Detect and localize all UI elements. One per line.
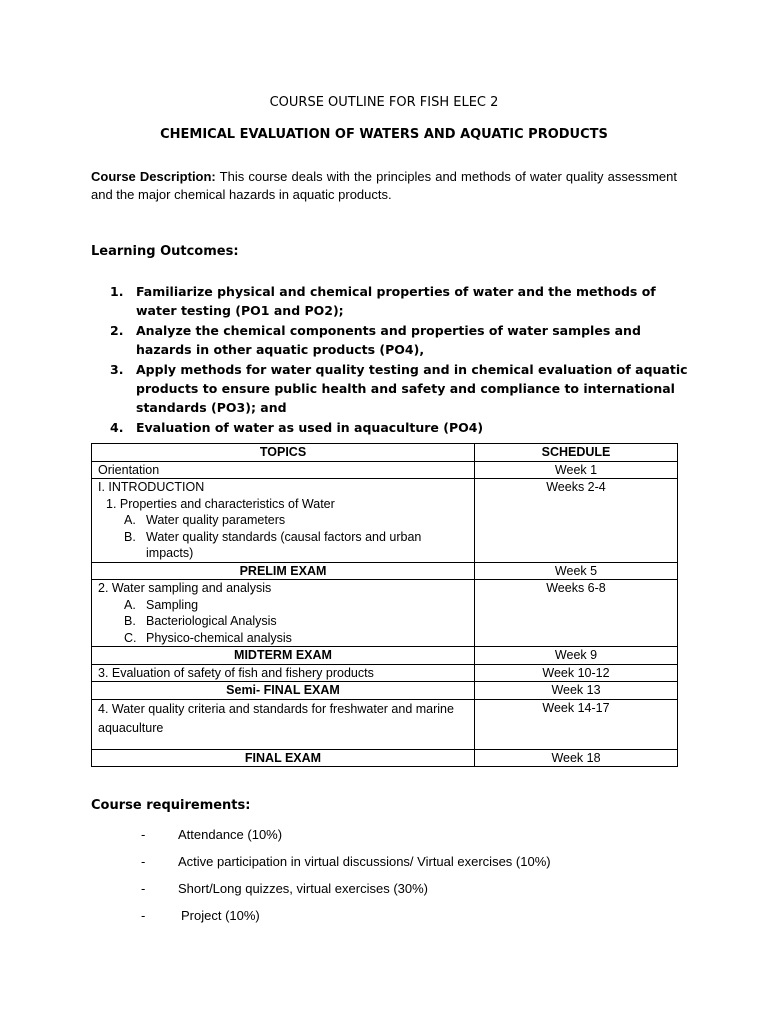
requirement-item (0, 881, 768, 899)
schedule-cell: Week 13 (475, 682, 678, 700)
exam-cell: MIDTERM EXAM (92, 647, 475, 665)
topic-title: I. INTRODUCTION (98, 480, 205, 494)
requirement-dash: - (141, 854, 146, 869)
table-row (92, 580, 678, 647)
topic-subtitle: 1. Properties and characteristics of Water (106, 496, 335, 511)
outcome-text: Familiarize physical and chemical properties of water and the methods of water testing (PO1 and PO2); (136, 284, 656, 318)
exam-cell: FINAL EXAM (92, 749, 475, 767)
table-header-row (92, 444, 678, 462)
requirement-item (0, 854, 768, 872)
table-row (92, 461, 678, 479)
outcome-number: 4. (110, 420, 124, 435)
outcome-number: 3. (110, 362, 124, 377)
topic-cell (92, 479, 475, 563)
schedule-cell: Week 18 (475, 749, 678, 767)
schedule-cell: Weeks 6-8 (475, 580, 678, 647)
outcome-number: 1. (110, 284, 124, 299)
learning-outcomes-list (110, 282, 690, 438)
schedule-cell: Week 9 (475, 647, 678, 665)
course-description-text: This course deals with the principles and methods of water quality assessment and the major chemical hazards in aquatic products. (91, 169, 677, 202)
course-title-heading: CHEMICAL EVALUATION OF WATERS AND AQUATIC PRODUCTS (160, 127, 608, 142)
subitem-text: Water quality parameters (146, 513, 286, 527)
topic-subitem (98, 512, 468, 529)
topic-cell: 4. Water quality criteria and standards for freshwater and marine aquaculture (92, 699, 475, 749)
topic-cell: 3. Evaluation of safety of fish and fishery products (92, 664, 475, 682)
requirement-text: Short/Long quizzes, virtual exercises (30%) (178, 881, 429, 896)
schedule-cell: Week 1 (475, 461, 678, 479)
table-row (92, 479, 678, 563)
outcome-text: Apply methods for water quality testing and in chemical evaluation of aquatic products to ensure public health and safety and compliance to international standards (PO3); and (136, 362, 688, 415)
table-row (92, 699, 678, 749)
course-description-label: Course Description: (91, 169, 216, 184)
topic-title: 2. Water sampling and analysis (98, 581, 272, 595)
topic-subitem (98, 630, 468, 647)
table-row (92, 647, 678, 665)
subitem-letter: B. (124, 614, 136, 628)
topics-header: TOPICS (92, 444, 475, 462)
topic-subitem (98, 597, 468, 614)
schedule-cell: Week 10-12 (475, 664, 678, 682)
schedule-cell: Week 14-17 (475, 699, 678, 749)
learning-outcome-item (110, 321, 690, 359)
table-row (92, 562, 678, 580)
outcome-text: Evaluation of water as used in aquaculture (PO4) (136, 420, 484, 435)
requirement-item (0, 827, 768, 845)
requirement-item (0, 908, 768, 926)
topic-subitem (98, 529, 468, 562)
requirement-text: Attendance (10%) (178, 827, 283, 842)
topic-cell: Orientation (92, 461, 475, 479)
outcome-text: Analyze the chemical components and properties of water samples and hazards in other aquatic products (PO4), (136, 323, 641, 357)
requirement-text: Project (10%) (181, 908, 260, 923)
course-outline-heading: COURSE OUTLINE FOR FISH ELEC 2 (269, 95, 499, 110)
subitem-letter: A. (124, 513, 136, 527)
subitem-text: Physico-chemical analysis (146, 630, 292, 645)
schedule-table (91, 443, 678, 767)
topic-cell (92, 580, 475, 647)
subitem-text: Water quality standards (causal factors and urban impacts) (146, 529, 422, 560)
course-requirements-title: Course requirements: (91, 798, 251, 813)
subitem-text: Bacteriological Analysis (146, 614, 277, 628)
subitem-letter: A. (124, 597, 136, 612)
learning-outcome-item (110, 418, 690, 437)
requirement-text: Active participation in virtual discussions/ Virtual exercises (10%) (178, 854, 551, 869)
learning-outcome-item (110, 282, 690, 320)
schedule-header: SCHEDULE (475, 444, 678, 462)
table-row (92, 682, 678, 700)
exam-cell: Semi- FINAL EXAM (92, 682, 475, 700)
requirement-dash: - (141, 827, 146, 842)
table-row (92, 664, 678, 682)
subitem-letter: C. (124, 630, 137, 645)
learning-outcomes-title: Learning Outcomes: (91, 244, 239, 259)
outcome-number: 2. (110, 323, 124, 338)
schedule-cell: Weeks 2-4 (475, 479, 678, 563)
requirement-dash: - (141, 908, 146, 923)
table-row (92, 749, 678, 767)
exam-cell: PRELIM EXAM (92, 562, 475, 580)
learning-outcome-item (110, 360, 690, 417)
subitem-letter: B. (124, 529, 136, 544)
topic-subitem (98, 613, 468, 630)
requirement-dash: - (141, 881, 146, 896)
subitem-text: Sampling (146, 597, 199, 612)
schedule-cell: Week 5 (475, 562, 678, 580)
course-description (91, 168, 677, 204)
